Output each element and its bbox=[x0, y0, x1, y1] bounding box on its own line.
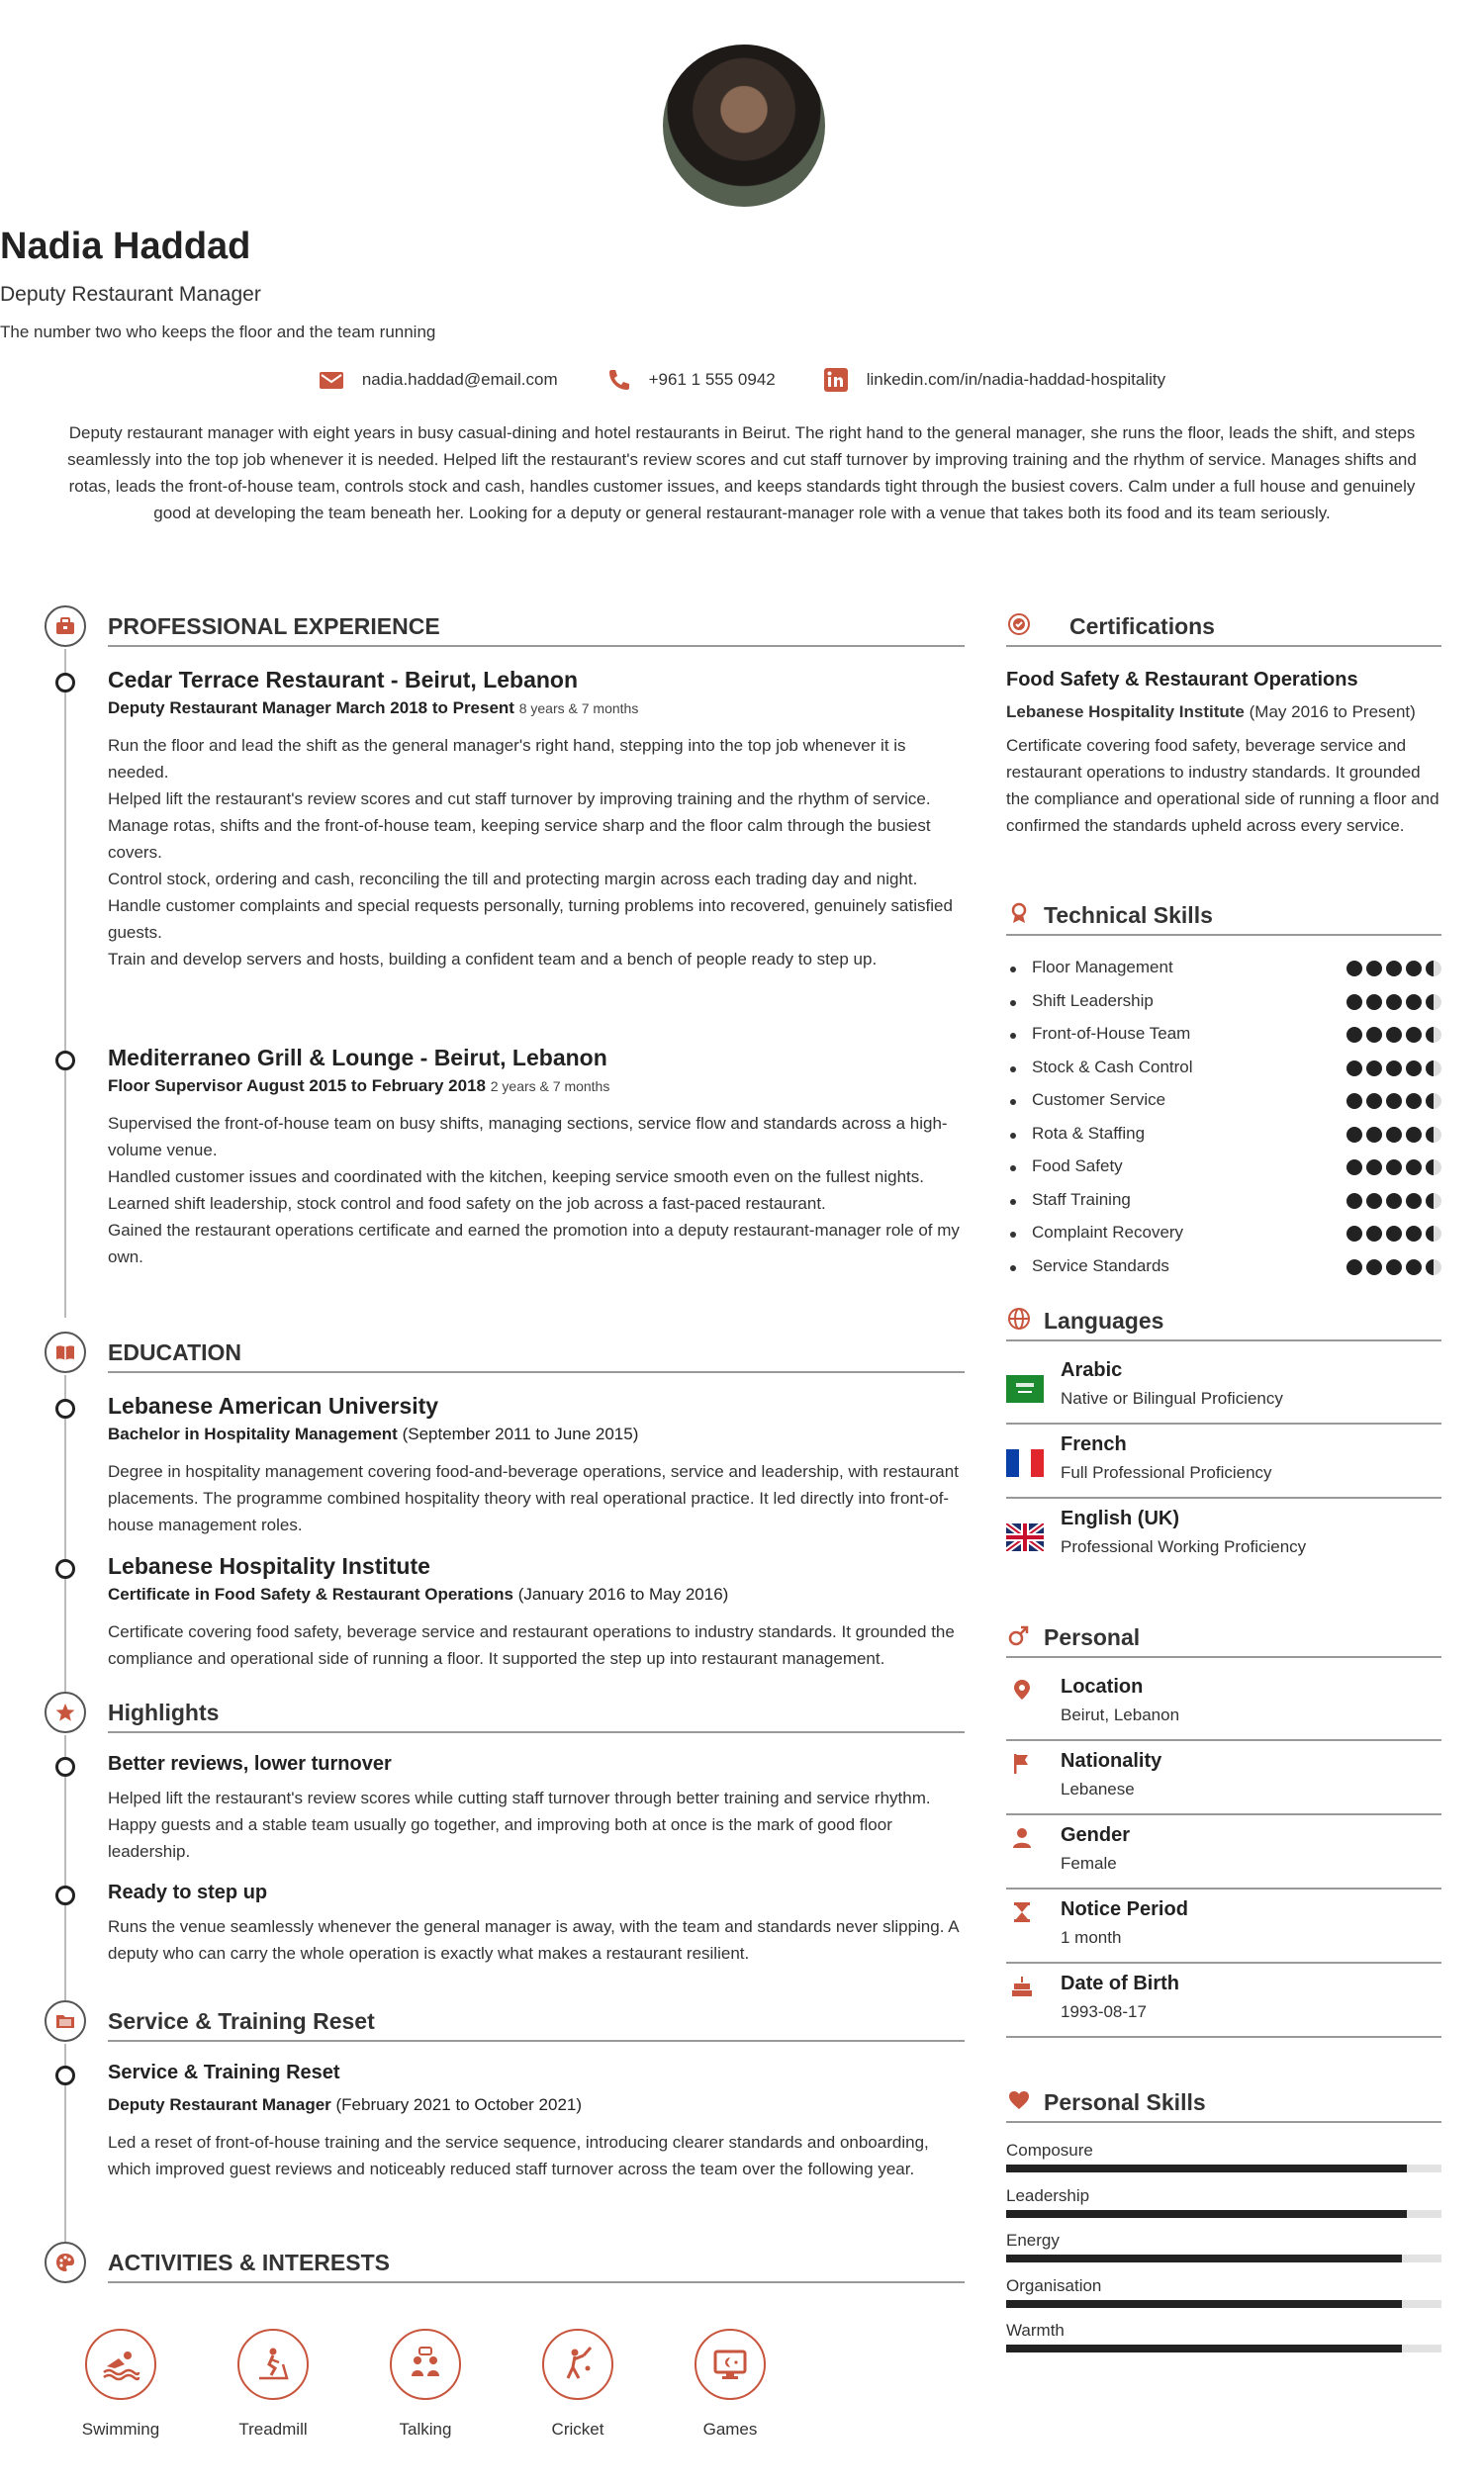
skill-name: Organisation bbox=[1006, 2275, 1102, 2295]
globe-icon bbox=[1006, 1306, 1032, 1332]
timeline-line bbox=[64, 649, 66, 1318]
email-icon bbox=[319, 368, 344, 392]
job-line: Control stock, ordering and cash, reconciling the till and protecting margin across each trading day and night. bbox=[108, 870, 918, 888]
rating-dot bbox=[1386, 1193, 1402, 1209]
section-header-highlights bbox=[45, 1692, 965, 1735]
folder-icon bbox=[45, 2000, 86, 2042]
activity-label: Treadmill bbox=[238, 2420, 308, 2439]
rating-dot bbox=[1386, 1159, 1402, 1175]
rating-dot bbox=[1366, 1027, 1382, 1043]
language-level: Professional Working Proficiency bbox=[1061, 1537, 1307, 1556]
activity-item bbox=[197, 2329, 349, 2440]
activity-label: Cricket bbox=[551, 2420, 604, 2439]
skill-name: Food Safety bbox=[1032, 1156, 1123, 1175]
activity-label: Swimming bbox=[81, 2420, 160, 2439]
section-title: EDUCATION bbox=[108, 1339, 242, 1365]
rating-dot bbox=[1346, 1027, 1362, 1043]
rating-dot bbox=[1346, 1093, 1362, 1109]
skill-rating bbox=[1346, 994, 1441, 1010]
personal-divider bbox=[1006, 2036, 1441, 2038]
french-flag-icon bbox=[1006, 1449, 1044, 1477]
rating-dot bbox=[1426, 1027, 1441, 1043]
skill-name: Stock & Cash Control bbox=[1032, 1057, 1193, 1076]
section-divider bbox=[1006, 1339, 1441, 1341]
technical-skill-row bbox=[1006, 1156, 1441, 1182]
personal-divider bbox=[1006, 1888, 1441, 1890]
hourglass-icon bbox=[1010, 1900, 1034, 1924]
job-line: Handled customer issues and coordinated with the kitchen, keeping service smooth even on the fullest nights. bbox=[108, 1167, 924, 1186]
degree: Bachelor in Hospitality Management (September 2011 to June 2015) bbox=[108, 1425, 639, 1443]
rating-dot bbox=[1426, 1093, 1441, 1109]
section-header-personal-skills bbox=[1006, 2081, 1441, 2125]
section-title: Highlights bbox=[108, 1700, 220, 1725]
job-line: Gained the restaurant operations certificate and earned the promotion into a deputy restaurant-manager role of my own. bbox=[108, 1221, 960, 1266]
skill-name: Rota & Staffing bbox=[1032, 1123, 1146, 1143]
palette-icon bbox=[45, 2242, 86, 2283]
school-name: Lebanese Hospitality Institute bbox=[108, 1553, 430, 1579]
section-divider bbox=[108, 2281, 965, 2283]
technical-skill-row bbox=[1006, 1223, 1441, 1248]
rating-dot bbox=[1386, 1093, 1402, 1109]
rating-dot bbox=[1366, 1061, 1382, 1076]
rating-dot bbox=[1366, 1193, 1382, 1209]
rating-dot bbox=[1346, 1193, 1362, 1209]
technical-skill-row bbox=[1006, 1124, 1441, 1150]
job-title: Deputy Restaurant Manager bbox=[0, 283, 261, 306]
language-name: English (UK) bbox=[1061, 1508, 1179, 1529]
skill-name: Leadership bbox=[1006, 2185, 1090, 2205]
skill-rating bbox=[1346, 1159, 1441, 1175]
technical-skill-row bbox=[1006, 1256, 1441, 1282]
bullet bbox=[1010, 1265, 1016, 1271]
skill-rating bbox=[1346, 1027, 1441, 1043]
personal-label: Location bbox=[1061, 1676, 1144, 1698]
personal-skill-row bbox=[1006, 2231, 1441, 2274]
profile-summary: Deputy restaurant manager with eight years in busy casual-dining and hotel restaurants in Beirut. The right hand to the general manager, she runs the floor, leads the shift, and steps seamlessly into the top job whenever it is needed. Helped lift the restaurant's review scores and cut staff turnover by improving training and the rhythm of service. Manages shifts and rotas, leads the front-of-house team, controls stock and cash, handles customer issues, and keeps standards tight through the busiest covers. Calm under a full house and genuinely good at developing the team beneath her. Looking for a deputy or general restaurant-manager role with a venue that takes both its food and its team seriously. bbox=[67, 423, 1417, 522]
rating-dot bbox=[1366, 961, 1382, 976]
skill-bar-track bbox=[1006, 2345, 1441, 2352]
highlight-description: Runs the venue seamlessly whenever the general manager is away, with the team and standards never slipping. A deputy who can carry the whole operation is exactly what makes a restaurant resilient. bbox=[108, 1917, 959, 1963]
timeline-dot bbox=[55, 1757, 75, 1777]
section-title: ACTIVITIES & INTERESTS bbox=[108, 2250, 390, 2275]
certificate-icon bbox=[1006, 611, 1032, 637]
highlight-title: Better reviews, lower turnover bbox=[108, 1753, 392, 1775]
education-description: Degree in hospitality management covering food-and-beverage operations, service and leadership, with restaurant placements. The programme combined hospitality theory with real operational practice. It led directly into front-of-house management roles. bbox=[108, 1462, 959, 1534]
job-line: Supervised the front-of-house team on busy shifts, managing sections, service flow and standards across a high-volume venue. bbox=[108, 1114, 948, 1159]
timeline-dot bbox=[55, 2066, 75, 2085]
section-title: PROFESSIONAL EXPERIENCE bbox=[108, 613, 440, 639]
personal-skill-row bbox=[1006, 2276, 1441, 2320]
timeline-dot bbox=[55, 1559, 75, 1579]
language-level: Native or Bilingual Proficiency bbox=[1061, 1389, 1283, 1408]
personal-label: Nationality bbox=[1061, 1750, 1162, 1772]
rating-dot bbox=[1346, 1226, 1362, 1242]
linkedin-icon bbox=[823, 368, 849, 392]
skill-rating bbox=[1346, 1127, 1441, 1143]
section-divider bbox=[1006, 2121, 1441, 2123]
skill-name: Customer Service bbox=[1032, 1090, 1166, 1109]
bullet bbox=[1010, 1033, 1016, 1039]
rating-dot bbox=[1406, 1159, 1422, 1175]
rating-dot bbox=[1386, 1127, 1402, 1143]
language-divider bbox=[1006, 1497, 1441, 1499]
technical-skill-row bbox=[1006, 991, 1441, 1017]
heart-icon bbox=[1006, 2087, 1032, 2113]
rating-dot bbox=[1406, 1226, 1422, 1242]
job-role: Deputy Restaurant Manager March 2018 to Present 8 years & 7 months bbox=[108, 698, 639, 717]
rating-dot bbox=[1386, 1027, 1402, 1043]
personal-divider bbox=[1006, 1739, 1441, 1741]
bullet bbox=[1010, 1232, 1016, 1238]
rating-dot bbox=[1406, 994, 1422, 1010]
skill-rating bbox=[1346, 961, 1441, 976]
personal-value: 1 month bbox=[1061, 1928, 1122, 1947]
profile-photo bbox=[663, 45, 825, 207]
skill-rating bbox=[1346, 1093, 1441, 1109]
timeline-dot bbox=[55, 1886, 75, 1905]
skill-bar-fill bbox=[1006, 2210, 1407, 2218]
skill-name: Front-of-House Team bbox=[1032, 1024, 1191, 1043]
section-header-personal bbox=[1006, 1616, 1441, 1660]
phone-icon bbox=[605, 368, 631, 392]
activity-item bbox=[654, 2329, 806, 2440]
skill-bar-fill bbox=[1006, 2165, 1407, 2172]
timeline-dot bbox=[55, 1051, 75, 1070]
rating-dot bbox=[1366, 1127, 1382, 1143]
rating-dot bbox=[1346, 1127, 1362, 1143]
activity-label: Games bbox=[702, 2420, 758, 2439]
skill-bar-track bbox=[1006, 2210, 1441, 2218]
saudi-flag-icon bbox=[1006, 1375, 1044, 1403]
rating-dot bbox=[1386, 994, 1402, 1010]
language-item bbox=[1006, 1433, 1441, 1505]
highlight-title: Ready to step up bbox=[108, 1882, 268, 1903]
briefcase-icon bbox=[45, 605, 86, 647]
job-line: Learned shift leadership, stock control and food safety on the job across a fast-paced restaurant. bbox=[108, 1194, 826, 1213]
bullet bbox=[1010, 1199, 1016, 1205]
section-title: Languages bbox=[1044, 1308, 1164, 1334]
section-header-technical-skills bbox=[1006, 894, 1441, 938]
rating-dot bbox=[1406, 1259, 1422, 1275]
section-divider bbox=[108, 645, 965, 647]
personal-label: Gender bbox=[1061, 1824, 1131, 1846]
rating-dot bbox=[1426, 1259, 1441, 1275]
rating-dot bbox=[1366, 1159, 1382, 1175]
section-header-certifications bbox=[1006, 605, 1441, 649]
rating-dot bbox=[1386, 1226, 1402, 1242]
skill-name: Warmth bbox=[1006, 2321, 1065, 2340]
skill-name: Shift Leadership bbox=[1032, 990, 1154, 1010]
section-header-education bbox=[45, 1332, 965, 1375]
personal-skill-row bbox=[1006, 2141, 1441, 2184]
certification-title: Food Safety & Restaurant Operations bbox=[1006, 669, 1358, 691]
job-line: Handle customer complaints and special requests personally, turning problems into recovered, genuinely satisfied guests. bbox=[108, 896, 953, 942]
technical-skill-row bbox=[1006, 1058, 1441, 1083]
rating-dot bbox=[1426, 1127, 1441, 1143]
treadmill-icon bbox=[237, 2329, 309, 2400]
cake-icon bbox=[1010, 1975, 1034, 1998]
games-icon bbox=[695, 2329, 766, 2400]
gender-icon bbox=[1006, 1622, 1032, 1648]
personal-item-date-of-birth bbox=[1006, 1973, 1441, 2044]
job-description bbox=[108, 732, 965, 972]
rating-dot bbox=[1406, 1127, 1422, 1143]
personal-divider bbox=[1006, 1962, 1441, 1964]
section-title: Certifications bbox=[1069, 613, 1215, 639]
rating-dot bbox=[1386, 1061, 1402, 1076]
education-description: Certificate covering food safety, beverage service and restaurant operations to industry standards. It grounded the compliance and operational side of running a floor. It supported the step up into restaurant management. bbox=[108, 1622, 955, 1668]
language-item bbox=[1006, 1359, 1441, 1430]
ribbon-icon bbox=[1006, 900, 1032, 926]
candidate-name: Nadia Haddad bbox=[0, 226, 251, 267]
technical-skill-row bbox=[1006, 1024, 1441, 1050]
tagline: The number two who keeps the floor and the team running bbox=[0, 323, 436, 341]
rating-dot bbox=[1366, 1226, 1382, 1242]
skill-name: Floor Management bbox=[1032, 958, 1173, 976]
timeline-dot bbox=[55, 1399, 75, 1419]
rating-dot bbox=[1426, 1061, 1441, 1076]
language-name: Arabic bbox=[1061, 1359, 1123, 1381]
book-icon bbox=[45, 1332, 86, 1373]
personal-value: Beirut, Lebanon bbox=[1061, 1706, 1180, 1724]
contact-phone[interactable] bbox=[605, 368, 776, 392]
section-title: Service & Training Reset bbox=[108, 2008, 375, 2034]
flag-icon bbox=[1010, 1752, 1034, 1776]
section-divider bbox=[108, 1371, 965, 1373]
section-header-experience bbox=[45, 605, 965, 649]
job-company: Mediterraneo Grill & Lounge - Beirut, Lebanon bbox=[108, 1045, 607, 1070]
section-header-project bbox=[45, 2000, 965, 2044]
skill-rating bbox=[1346, 1193, 1441, 1209]
timeline-dot bbox=[55, 673, 75, 692]
contact-bar bbox=[0, 368, 1484, 392]
section-title: Technical Skills bbox=[1044, 902, 1213, 928]
bullet bbox=[1010, 1099, 1016, 1105]
skill-rating bbox=[1346, 1226, 1441, 1242]
rating-dot bbox=[1426, 1193, 1441, 1209]
rating-dot bbox=[1346, 1061, 1362, 1076]
rating-dot bbox=[1386, 961, 1402, 976]
job-line: Train and develop servers and hosts, building a confident team and a bench of people ready to step up. bbox=[108, 950, 878, 968]
cricket-icon bbox=[542, 2329, 613, 2400]
skill-bar-track bbox=[1006, 2165, 1441, 2172]
job-line: Helped lift the restaurant's review scores and cut staff turnover by improving training and the rhythm of service. bbox=[108, 789, 931, 808]
activity-item bbox=[502, 2329, 654, 2440]
rating-dot bbox=[1346, 994, 1362, 1010]
technical-skill-row bbox=[1006, 1090, 1441, 1116]
rating-dot bbox=[1406, 961, 1422, 976]
section-divider bbox=[108, 2040, 965, 2042]
personal-value: 1993-08-17 bbox=[1061, 2002, 1147, 2021]
highlight-description: Helped lift the restaurant's review scores while cutting staff turnover through better training and service rhythm. Happy guests and a stable team usually go together, and improving both at once is the mark of good floor leadership. bbox=[108, 1789, 931, 1861]
language-item bbox=[1006, 1508, 1441, 1579]
swimming-icon bbox=[85, 2329, 156, 2400]
section-title: Personal bbox=[1044, 1624, 1141, 1650]
personal-item-nationality bbox=[1006, 1750, 1441, 1821]
rating-dot bbox=[1386, 1259, 1402, 1275]
activity-label: Talking bbox=[399, 2420, 452, 2439]
section-divider bbox=[1006, 1656, 1441, 1658]
school-name: Lebanese American University bbox=[108, 1393, 439, 1419]
job-company: Cedar Terrace Restaurant - Beirut, Lebanon bbox=[108, 667, 579, 692]
rating-dot bbox=[1406, 1193, 1422, 1209]
language-level: Full Professional Proficiency bbox=[1061, 1463, 1272, 1482]
talking-icon bbox=[390, 2329, 461, 2400]
skill-name: Service Standards bbox=[1032, 1255, 1169, 1275]
rating-dot bbox=[1346, 961, 1362, 976]
timeline-line bbox=[64, 1375, 66, 1707]
rating-dot bbox=[1366, 1093, 1382, 1109]
rating-dot bbox=[1346, 1259, 1362, 1275]
rating-dot bbox=[1406, 1061, 1422, 1076]
rating-dot bbox=[1346, 1159, 1362, 1175]
bullet bbox=[1010, 1133, 1016, 1139]
section-header-activities bbox=[45, 2242, 965, 2285]
skill-bar-track bbox=[1006, 2300, 1441, 2308]
rating-dot bbox=[1406, 1027, 1422, 1043]
language-divider bbox=[1006, 1423, 1441, 1425]
section-title: Personal Skills bbox=[1044, 2089, 1206, 2115]
contact-email[interactable] bbox=[319, 368, 558, 392]
personal-item-gender bbox=[1006, 1824, 1441, 1895]
bullet bbox=[1010, 1165, 1016, 1171]
personal-divider bbox=[1006, 1813, 1441, 1815]
activity-item bbox=[45, 2329, 197, 2440]
project-title: Service & Training Reset bbox=[108, 2062, 340, 2083]
rating-dot bbox=[1426, 1226, 1441, 1242]
job-line: Manage rotas, shifts and the front-of-house team, keeping service sharp and the floor calm through the busiest covers. bbox=[108, 816, 931, 862]
personal-label: Date of Birth bbox=[1061, 1973, 1179, 1994]
project-role: Deputy Restaurant Manager (February 2021 to October 2021) bbox=[108, 2095, 583, 2114]
uk-flag-icon bbox=[1006, 1523, 1044, 1551]
skill-bar-track bbox=[1006, 2255, 1441, 2262]
bullet bbox=[1010, 1000, 1016, 1006]
linkedin-text: linkedin.com/in/nadia-haddad-hospitality bbox=[866, 370, 1166, 389]
rating-dot bbox=[1426, 961, 1441, 976]
email-text: nadia.haddad@email.com bbox=[361, 370, 558, 389]
location-pin-icon bbox=[1010, 1678, 1034, 1702]
skill-name: Composure bbox=[1006, 2141, 1093, 2160]
bullet bbox=[1010, 967, 1016, 972]
activities-list bbox=[45, 2329, 965, 2440]
activity-item bbox=[349, 2329, 502, 2440]
skill-rating bbox=[1346, 1061, 1441, 1076]
rating-dot bbox=[1426, 1159, 1441, 1175]
skill-name: Staff Training bbox=[1032, 1189, 1131, 1209]
job-description bbox=[108, 1110, 965, 1270]
skill-rating bbox=[1346, 1259, 1441, 1275]
skill-name: Complaint Recovery bbox=[1032, 1223, 1184, 1242]
technical-skill-row bbox=[1006, 1190, 1441, 1216]
phone-text: +961 1 555 0942 bbox=[648, 370, 776, 389]
rating-dot bbox=[1366, 1259, 1382, 1275]
section-divider bbox=[108, 1731, 965, 1733]
technical-skill-row bbox=[1006, 958, 1441, 983]
personal-skill-row bbox=[1006, 2321, 1441, 2364]
person-icon bbox=[1010, 1826, 1034, 1850]
star-icon bbox=[45, 1692, 86, 1733]
rating-dot bbox=[1426, 994, 1441, 1010]
job-role: Floor Supervisor August 2015 to February 2018 2 years & 7 months bbox=[108, 1076, 610, 1095]
certification-description: Certificate covering food safety, beverage service and restaurant operations to industry standards. It grounded the compliance and operational side of running a floor and confirmed the standards upheld across every service. bbox=[1006, 736, 1439, 835]
personal-skill-row bbox=[1006, 2186, 1441, 2230]
personal-label: Notice Period bbox=[1061, 1898, 1188, 1920]
certification-issuer: Lebanese Hospitality Institute (May 2016 to Present) bbox=[1006, 702, 1416, 721]
skill-bar-fill bbox=[1006, 2300, 1402, 2308]
personal-item-notice-period bbox=[1006, 1898, 1441, 1970]
skill-bar-fill bbox=[1006, 2255, 1402, 2262]
rating-dot bbox=[1366, 994, 1382, 1010]
contact-linkedin[interactable] bbox=[823, 368, 1165, 392]
personal-item-location bbox=[1006, 1676, 1441, 1747]
bullet bbox=[1010, 1066, 1016, 1072]
job-line: Run the floor and lead the shift as the general manager's right hand, stepping into the top job whenever it is needed. bbox=[108, 736, 906, 782]
degree: Certificate in Food Safety & Restaurant Operations (January 2016 to May 2016) bbox=[108, 1585, 729, 1604]
skill-name: Energy bbox=[1006, 2231, 1060, 2250]
personal-value: Female bbox=[1061, 1854, 1117, 1873]
project-description: Led a reset of front-of-house training and the service sequence, introducing clearer standards and onboarding, which improved guest reviews and noticeably reduced staff turnover across the team over the following year. bbox=[108, 2133, 929, 2178]
skill-bar-fill bbox=[1006, 2345, 1402, 2352]
personal-value: Lebanese bbox=[1061, 1780, 1135, 1798]
section-divider bbox=[1006, 934, 1441, 936]
rating-dot bbox=[1406, 1093, 1422, 1109]
language-name: French bbox=[1061, 1433, 1127, 1455]
section-header-languages bbox=[1006, 1300, 1441, 1343]
section-divider bbox=[1006, 645, 1441, 647]
